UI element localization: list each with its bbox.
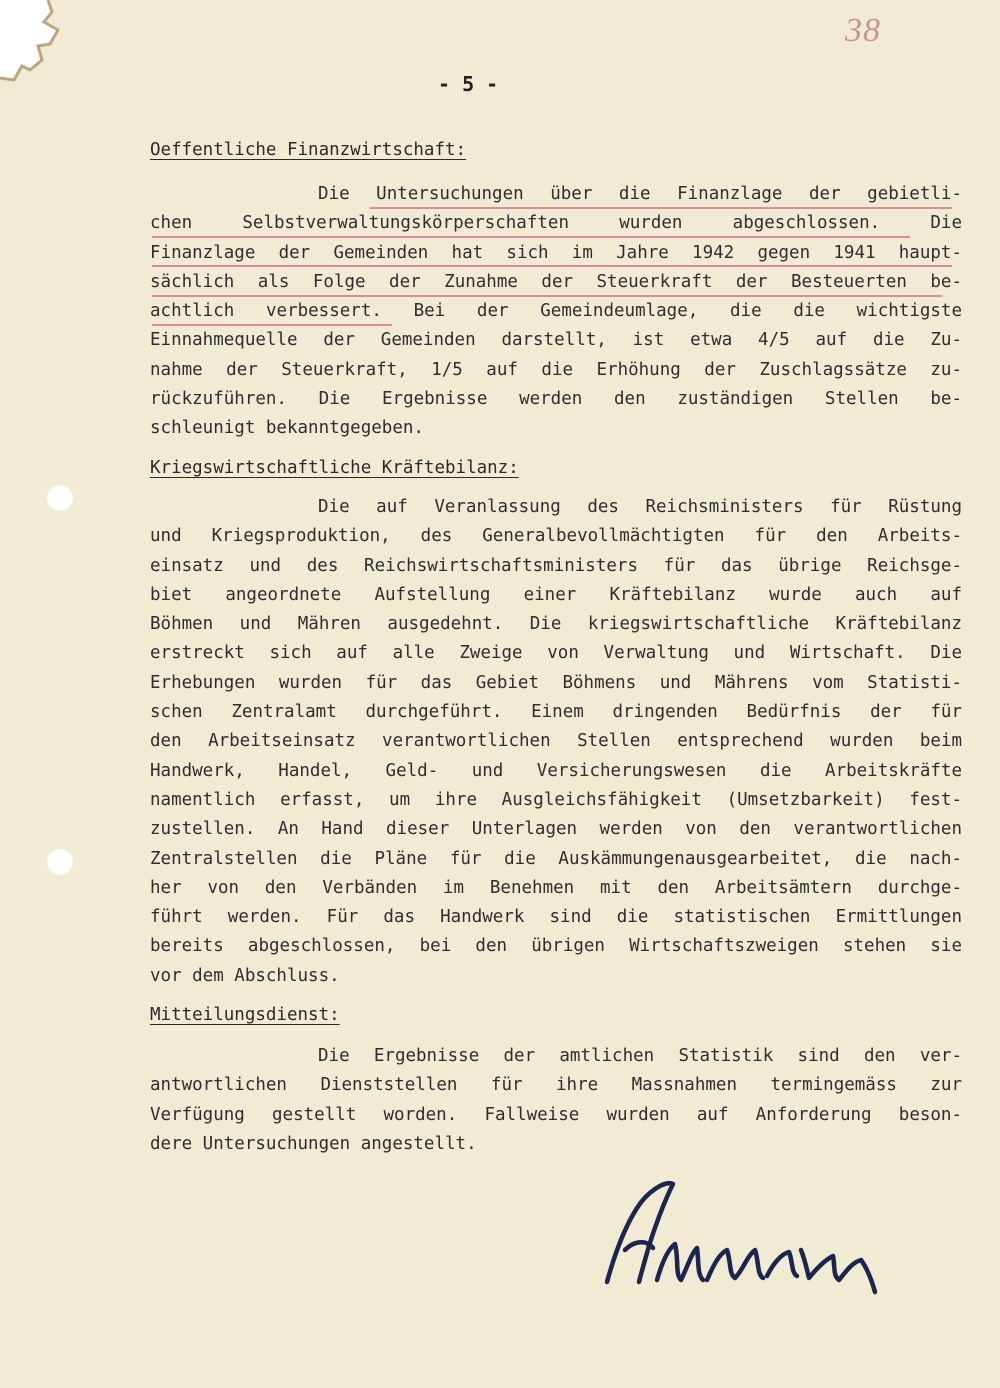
red-underline: [152, 265, 952, 267]
text-line: rückzuführen. Die Ergebnisse werden den zuständigen Stellen be-: [150, 389, 962, 410]
text-line: vor dem Abschluss.: [150, 965, 340, 986]
text-line: führt werden. Für das Handwerk sind die statistischen Ermittlungen: [150, 907, 962, 928]
text-line: chen Selbstverwaltungskörperschaften wurden abgeschlossen. Die: [150, 213, 962, 234]
section-heading-finance: Oeffentliche Finanzwirtschaft:: [150, 140, 467, 160]
text-line: Die auf Veranlassung des Reichsministers für Rüstung: [318, 497, 962, 517]
text-line: Handwerk, Handel, Geld- und Versicherungswesen die Arbeitskräfte: [150, 760, 962, 781]
text-line: erstreckt sich auf alle Zweige von Verwaltung und Wirtschaft. Die: [150, 643, 962, 664]
red-underline: [152, 236, 910, 238]
torn-corner: [0, 0, 70, 90]
section-body-finance: [150, 180, 962, 444]
text-line: schen Zentralamt durchgeführt. Einem dringenden Bedürfnis der für: [150, 702, 962, 723]
text-line: den Arbeitseinsatz verantwortlichen Stellen entsprechend wurden beim: [150, 731, 962, 752]
section-heading-war-economy: Kriegswirtschaftliche Kräftebilanz:: [150, 458, 519, 478]
text-line: sächlich als Folge der Zunahme der Steuerkraft der Besteuerten be-: [150, 271, 962, 292]
text-line: und Kriegsproduktion, des Generalbevollmächtigten für den Arbeits-: [150, 526, 962, 547]
section-heading-communication: Mitteilungsdienst:: [150, 1005, 340, 1025]
red-underline: [152, 295, 942, 297]
page-number: - 5 -: [438, 72, 499, 96]
text-line: schleunigt bekanntgegeben.: [150, 418, 424, 439]
text-line: namentlich erfasst, um ihre Ausgleichsfähigkeit (Umsetzbarkeit) fest-: [150, 789, 962, 810]
archive-reference-number: 38: [845, 12, 881, 49]
red-underline: [370, 207, 952, 209]
text-line: einsatz und des Reichswirtschaftsministers für das übrige Reichsge-: [150, 555, 962, 576]
text-line: Verfügung gestellt worden. Fallweise wurden auf Anforderung beson-: [150, 1104, 962, 1125]
text-line: bereits abgeschlossen, bei den übrigen Wirtschaftszweigen stehen sie: [150, 936, 962, 957]
text-line: dere Untersuchungen angestellt.: [150, 1133, 477, 1154]
text-line: Erhebungen wurden für das Gebiet Böhmens und Mährens vom Statisti-: [150, 672, 962, 693]
red-underline: [152, 324, 392, 326]
section-body-war-economy: [150, 493, 962, 991]
text-line: Die Untersuchungen über die Finanzlage der gebietli-: [318, 184, 962, 204]
section-body-communication: [150, 1042, 962, 1159]
text-line: nahme der Steuerkraft, 1/5 auf die Erhöhung der Zuschlagssätze zu-: [150, 359, 962, 380]
text-line: Die Ergebnisse der amtlichen Statistik sind den ver-: [318, 1046, 962, 1066]
punch-hole-upper: [46, 484, 74, 512]
text-line: her von den Verbänden im Benehmen mit den Arbeitsämtern durchge-: [150, 877, 962, 898]
text-line: antwortlichen Dienststellen für ihre Massnahmen termingemäss zur: [150, 1075, 962, 1096]
punch-hole-lower: [46, 848, 74, 876]
text-line: Finanzlage der Gemeinden hat sich im Jahre 1942 gegen 1941 haupt-: [150, 242, 962, 263]
handwritten-signature: [595, 1170, 895, 1300]
text-line: Zentralstellen die Pläne für die Auskämmungenausgearbeitet, die nach-: [150, 848, 962, 869]
text-line: zustellen. An Hand dieser Unterlagen werden von den verantwortlichen: [150, 819, 962, 840]
text-line: achtlich verbessert. Bei der Gemeindeumlage, die die wichtigste: [150, 301, 962, 322]
text-line: Böhmen und Mähren ausgedehnt. Die kriegswirtschaftliche Kräftebilanz: [150, 614, 962, 635]
text-line: Einnahmequelle der Gemeinden darstellt, ist etwa 4/5 auf die Zu-: [150, 330, 962, 351]
text-line: biet angeordnete Aufstellung einer Kräftebilanz wurde auch auf: [150, 584, 962, 605]
